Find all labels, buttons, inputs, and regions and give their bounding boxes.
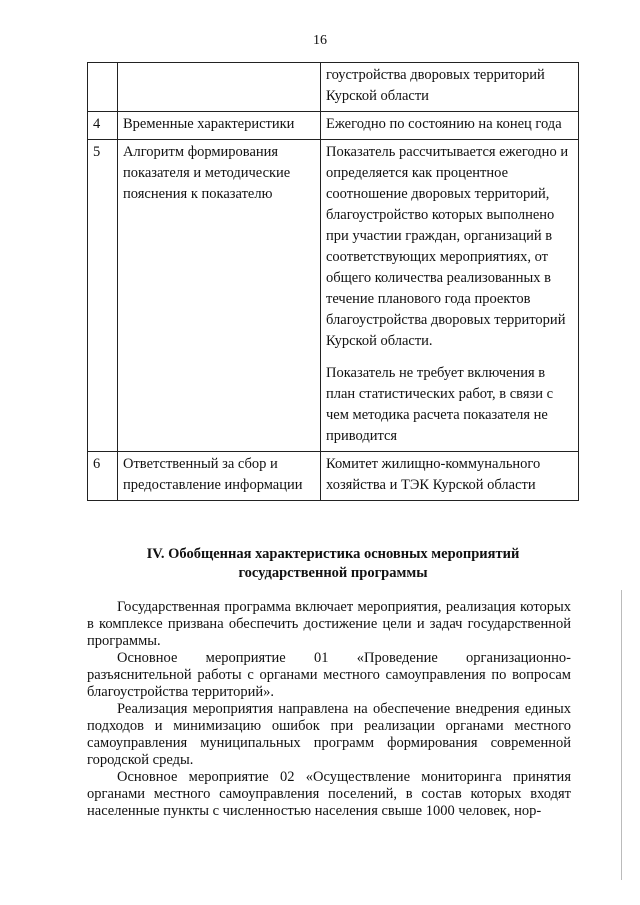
row-name (118, 63, 321, 112)
row-value-text: Ежегодно по состоянию на конец года (326, 116, 562, 132)
row-value (321, 63, 579, 112)
section-heading-line: государственной программы (238, 565, 428, 581)
row-value-text: гоустройства дворовых территорий Курской области (326, 67, 545, 104)
paragraph: Основное мероприятие 02 «Осуществление мониторинга принятия органами местного самоуправления поселений, в состав которых входят населенные пункты с численностью населения свыше 1000 человек, нор- (87, 769, 571, 819)
paragraph: Государственная программа включает мероприятия, реализация которых в комплексе призвана обеспечить достижение цели и задач государственной программы. (87, 599, 571, 649)
indicator-table (87, 62, 579, 501)
section-heading-line: IV. Обобщенная характеристика основных мероприятий (146, 546, 520, 562)
row-name: Алгоритм формирования показателя и методические пояснения к показателю (118, 140, 321, 452)
section-body (87, 599, 571, 820)
page-number: 16 (313, 33, 327, 48)
row-value (321, 452, 579, 501)
paragraph: Реализация мероприятия направлена на обеспечение внедрения единых подходов и минимизацию ошибок при реализации органами местного самоуправления муниципальных программ формирования современной городской среды. (87, 701, 571, 768)
paragraph: Основное мероприятие 01 «Проведение организационно-разъяснительной работы с органами местного самоуправления по вопросам благоустройства территорий». (87, 650, 571, 700)
row-name: Временные характеристики (118, 112, 321, 140)
table-row (88, 140, 579, 452)
table-row (88, 452, 579, 501)
row-value (321, 140, 579, 452)
row-number: 4 (88, 112, 118, 140)
table-row (88, 112, 579, 140)
row-number (88, 63, 118, 112)
section-heading (87, 545, 579, 583)
row-value-text: Комитет жилищно-коммунального хозяйства и ТЭК Курской области (326, 456, 541, 493)
row-number: 5 (88, 140, 118, 452)
row-number: 6 (88, 452, 118, 501)
row-value-text: Показатель рассчитывается ежегодно и определяется как процентное соотношение дворовых территорий, благоустройство которых выполнено при участии граждан, организаций в соответствующих мероприятиях, от общего количества реализованных в течение планового года проектов благоустройства дворовых территорий Курской области. (326, 144, 569, 349)
row-name: Ответственный за сбор и предоставление информации (118, 452, 321, 501)
scan-margin-line (621, 590, 622, 880)
table-row (88, 63, 579, 112)
row-value (321, 112, 579, 140)
row-value-text: Показатель не требует включения в план статистических работ, в связи с чем методика расчета показателя не приводится (326, 365, 554, 444)
